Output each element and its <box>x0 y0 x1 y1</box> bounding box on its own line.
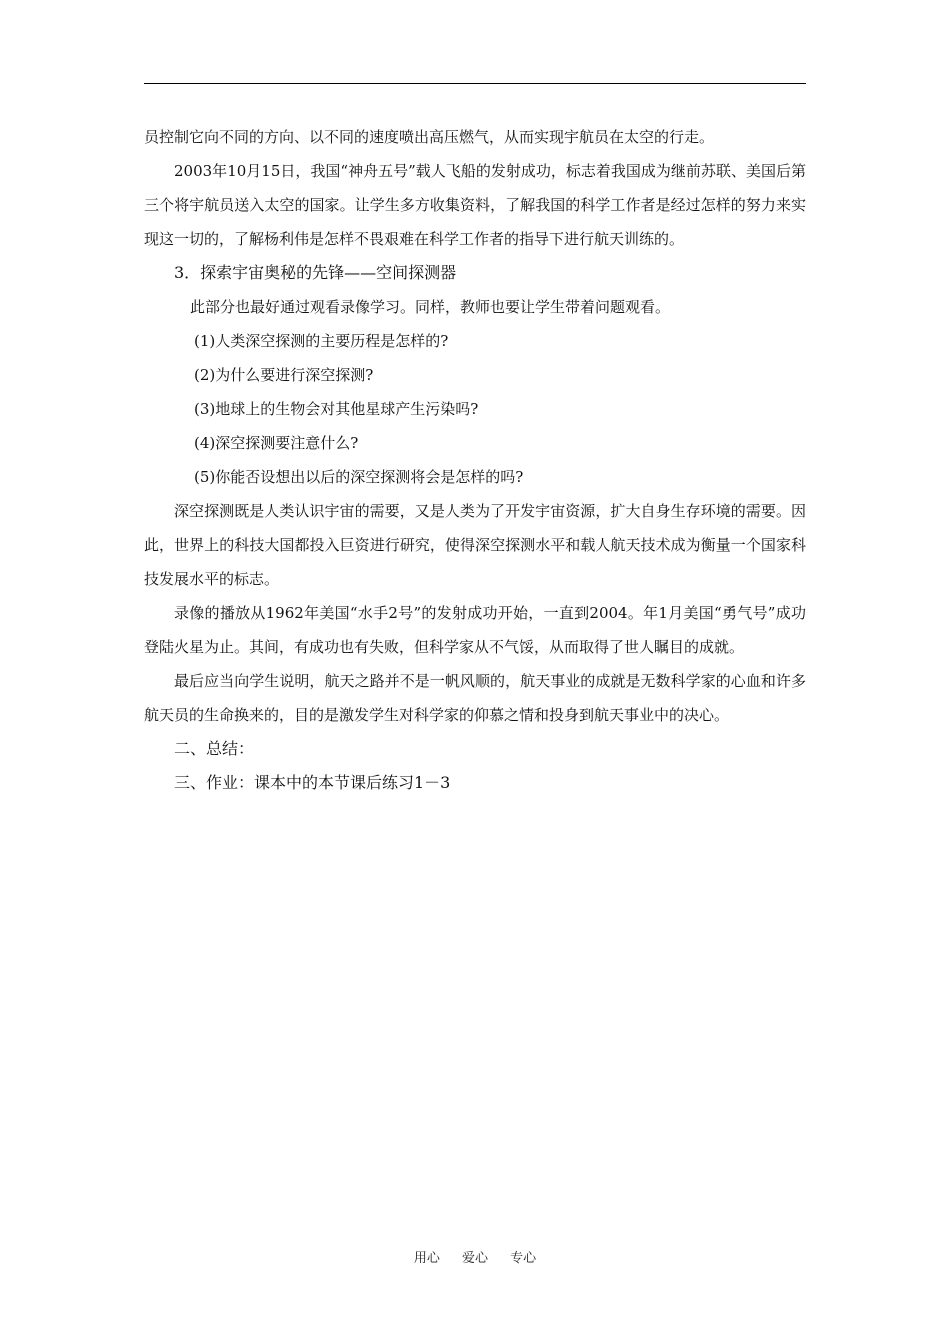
paragraph-video-intro: 此部分也最好通过观看录像学习。同样，教师也要让学生带着问题观看。 <box>190 298 671 316</box>
question-item: (3)地球上的生物会对其他星球产生污染吗? <box>194 400 479 418</box>
paragraph-video-history: 录像的播放从1962年美国“水手2号”的发射成功开始，一直到2004。年1月美国“勇气号”成功登陆火星为止。其间，有成功也有失败，但科学家从不气馁，从而取得了世人瞩目的成就。 <box>144 604 806 656</box>
paragraph-deep-space: 深空探测既是人类认识宇宙的需要，又是人类为了开发宇宙资源，扩大自身生存环境的需要。因此，世界上的科技大国都投入巨资进行研究，使得深空探测水平和载人航天技术成为衡量一个国家科技发展水平的标志。 <box>144 502 806 588</box>
section-homework: 三、作业：课本中的本节课后练习1－3 <box>174 773 451 792</box>
paragraph-continuation: 员控制它向不同的方向、以不同的速度喷出高压燃气，从而实现宇航员在太空的行走。 <box>144 128 715 146</box>
paragraph-shenzhou: 2003年10月15日，我国“神舟五号”载人飞船的发射成功，标志着我国成为继前苏联、美国后第三个将宇航员送入太空的国家。让学生多方收集资料，了解我国的科学工作者是经过怎样的努力来实现这一切的，了解杨利伟是怎样不畏艰难在科学工作者的指导下进行航天训练的。 <box>144 162 806 248</box>
section-heading-3: 3．探索宇宙奥秘的先锋——空间探测器 <box>174 263 457 282</box>
paragraph-conclusion: 最后应当向学生说明，航天之路并不是一帆风顺的，航天事业的成就是无数科学家的心血和许多航天员的生命换来的，目的是激发学生对科学家的仰慕之情和投身到航天事业中的决心。 <box>144 672 806 724</box>
question-item: (5)你能否设想出以后的深空探测将会是怎样的吗? <box>194 468 524 486</box>
question-item: (2)为什么要进行深空探测? <box>194 366 374 384</box>
question-item: (1)人类深空探测的主要历程是怎样的? <box>194 332 449 350</box>
section-summary: 二、总结： <box>174 739 255 758</box>
document-body <box>144 120 806 800</box>
page-footer: 用心 爱心 专心 <box>413 1251 537 1266</box>
header-rule <box>144 83 806 84</box>
question-item: (4)深空探测要注意什么? <box>194 434 359 452</box>
